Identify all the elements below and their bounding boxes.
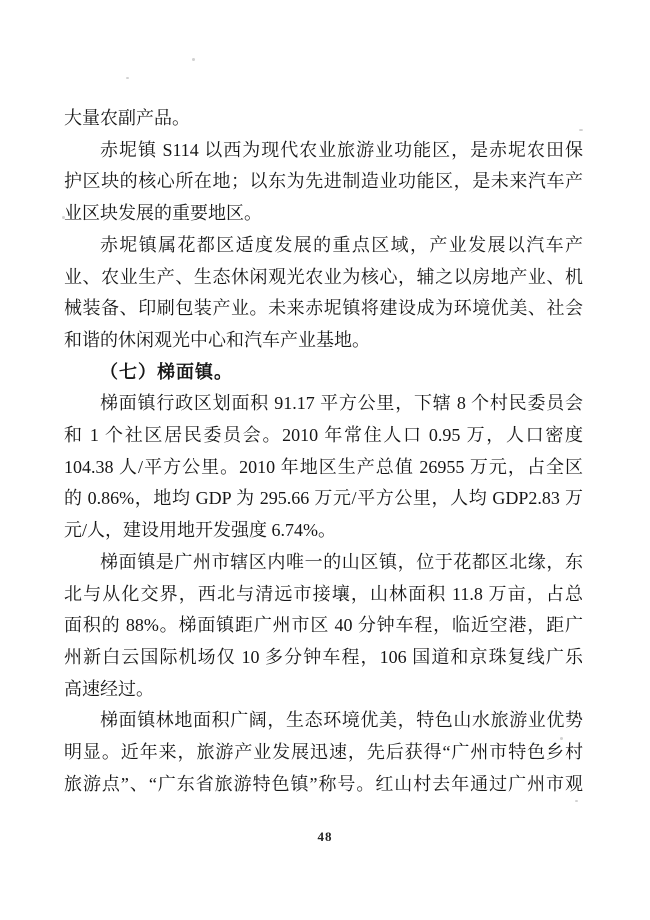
text-line: 和 1 个社区居民委员会。2010 年常住人口 0.95 万，人口密度	[64, 425, 583, 446]
text-line: 大量农副产品。	[64, 108, 190, 128]
text-line: 业区块发展的重要地区。	[64, 203, 262, 224]
scan-speck	[62, 216, 65, 219]
text-line: 梯面镇行政区划面积 91.17 平方公里，下辖 8 个村民委员会	[100, 393, 583, 414]
scan-speck	[575, 800, 578, 802]
text-line: 的 0.86%，地均 GDP 为 295.66 万元/平方公里，人均 GDP2.83 万	[64, 488, 583, 509]
text-line: 护区块的核心所在地；以东为先进制造业功能区，是未来汽车产	[64, 171, 583, 192]
text-line: 旅游点”、“广东省旅游特色镇”称号。红山村去年通过广州市观	[64, 773, 583, 794]
text-line: 元/人，建设用地开发强度 6.74%。	[64, 520, 336, 541]
text-line: 高速经过。	[64, 678, 154, 699]
text-line: 明显。近年来，旅游产业发展迅速，先后获得“广州市特色乡村	[64, 742, 583, 763]
scan-speck	[192, 58, 195, 61]
text-line: 104.38 人/平方公里。2010 年地区生产总值 26955 万元，占全区	[64, 456, 583, 477]
section-heading: （七）梯面镇。	[100, 361, 233, 382]
scan-speck	[579, 129, 583, 131]
page-number: 48	[317, 829, 333, 844]
text-line: 北与从化交界，西北与清远市接壤，山林面积 11.8 万亩，占总	[64, 583, 583, 604]
scan-speck	[560, 737, 563, 740]
text-line: 梯面镇林地面积广阔，生态环境优美，特色山水旅游业优势	[100, 710, 583, 731]
text-line: 和谐的休闲观光中心和汽车产业基地。	[64, 329, 370, 350]
scan-speck	[126, 77, 129, 79]
text-line: 面积的 88%。梯面镇距广州市区 40 分钟车程，临近空港，距广	[64, 615, 583, 636]
text-line: 赤坭镇属花都区适度发展的重点区域，产业发展以汽车产	[100, 234, 583, 255]
text-line: 梯面镇是广州市辖区内唯一的山区镇，位于花都区北缘，东	[100, 551, 583, 572]
text-line: 州新白云国际机场仅 10 多分钟车程，106 国道和京珠复线广乐	[64, 646, 583, 667]
text-line: 赤坭镇 S114 以西为现代农业旅游业功能区，是赤坭农田保	[100, 139, 583, 160]
text-line: 业、农业生产、生态休闲观光农业为核心，辅之以房地产业、机	[64, 266, 583, 287]
text-line: 械装备、印刷包装产业。未来赤坭镇将建设成为环境优美、社会	[64, 298, 583, 319]
text-block	[64, 103, 583, 800]
